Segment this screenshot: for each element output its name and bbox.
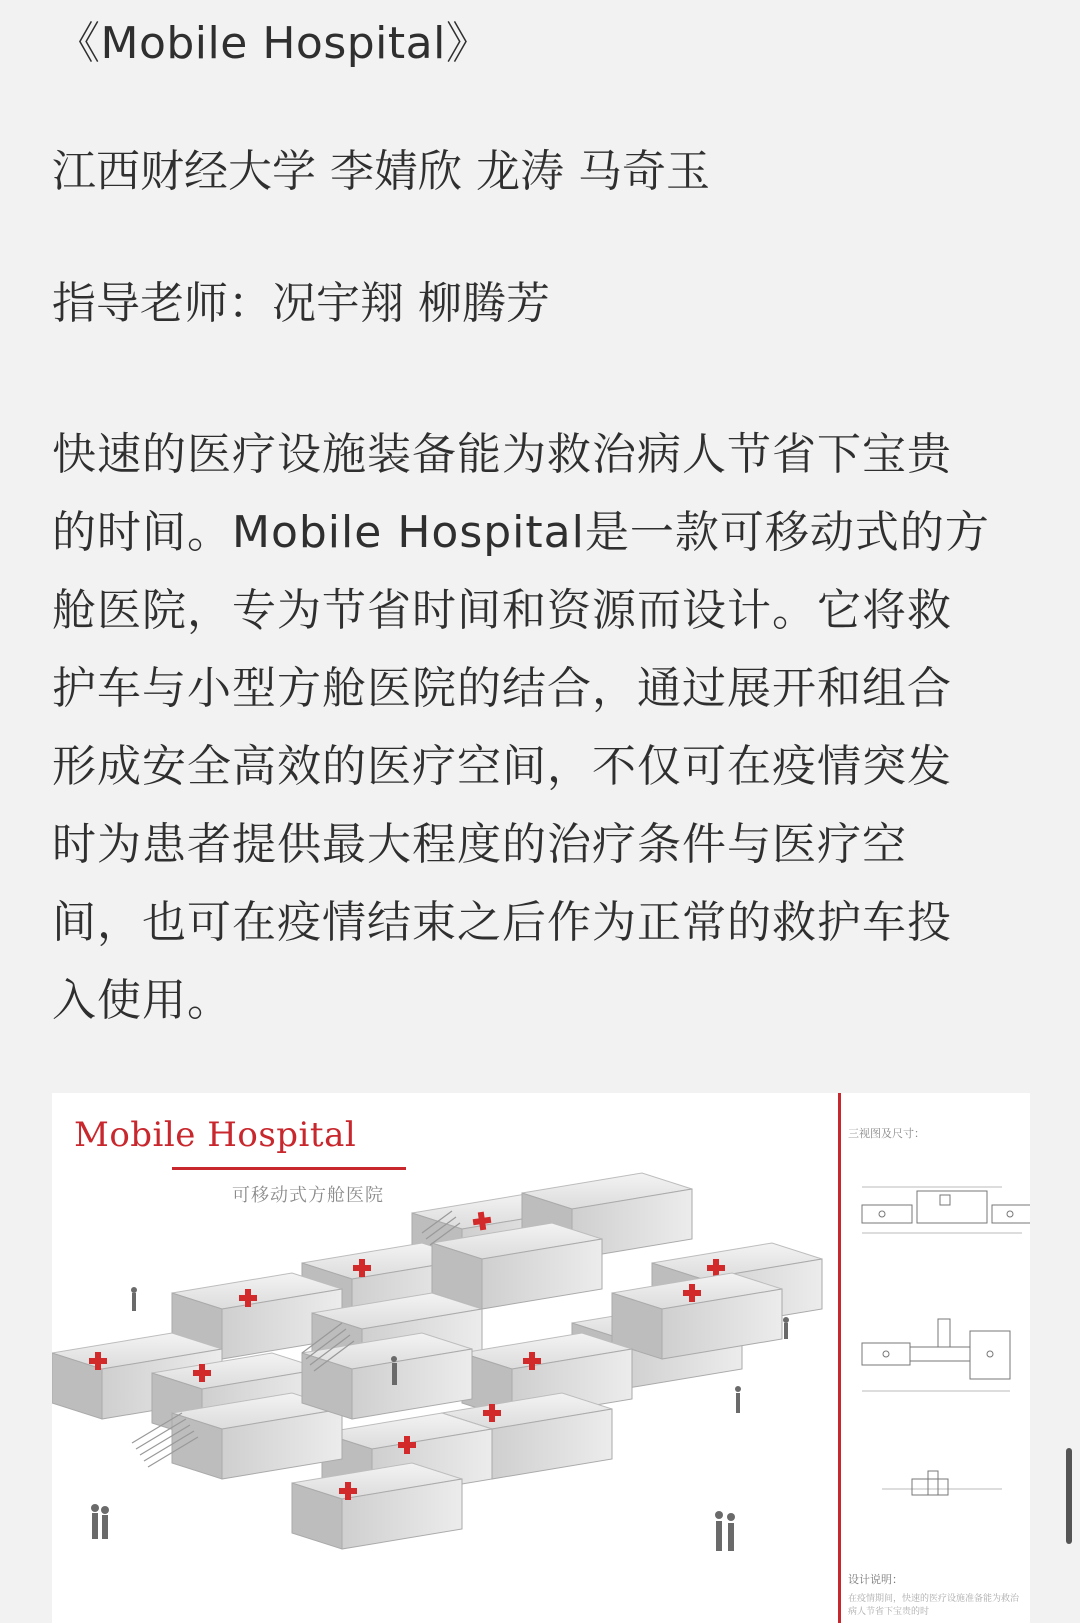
poster-divider <box>838 1093 841 1623</box>
description-line: 护车与小型方舱医院的结合，通过展开和组合 <box>52 663 952 714</box>
design-notes-label: 设计说明： <box>848 1573 903 1586</box>
description-line: 形成安全高效的医疗空间，不仅可在疫情突发 <box>52 741 952 792</box>
description-line: 入使用。 <box>52 975 232 1026</box>
poster-title: Mobile Hospital <box>74 1115 357 1155</box>
authors-line: 江西财经大学 李婧欣 龙涛 马奇玉 <box>52 146 710 197</box>
poster-image[interactable] <box>52 1093 1030 1623</box>
description-line: 快速的医疗设施装备能为救治病人节省下宝贵 <box>52 429 952 480</box>
poster-subtitle: 可移动式方舱医院 <box>232 1185 384 1206</box>
technical-drawings <box>842 1133 1030 1593</box>
description-paragraph <box>52 416 1042 1040</box>
description-line: 的时间。Mobile Hospital是一款可移动式的方 <box>52 507 990 558</box>
description-line: 间，也可在疫情结束之后作为正常的救护车投 <box>52 897 952 948</box>
advisors-line: 指导老师：况宇翔 柳腾芳 <box>52 278 550 329</box>
article-title: 《Mobile Hospital》 <box>56 18 491 69</box>
container-illustration <box>52 1093 838 1623</box>
description-line: 舱医院，专为节省时间和资源而设计。它将救 <box>52 585 952 636</box>
design-notes-text: 在疫情期间，快速的医疗设施准备能为救治病人节省下宝贵的时 <box>848 1594 1020 1617</box>
views-label: 三视图及尺寸： <box>848 1127 925 1140</box>
description-line: 时为患者提供最大程度的治疗条件与医疗空 <box>52 819 907 870</box>
scroll-indicator[interactable] <box>1066 1448 1072 1544</box>
